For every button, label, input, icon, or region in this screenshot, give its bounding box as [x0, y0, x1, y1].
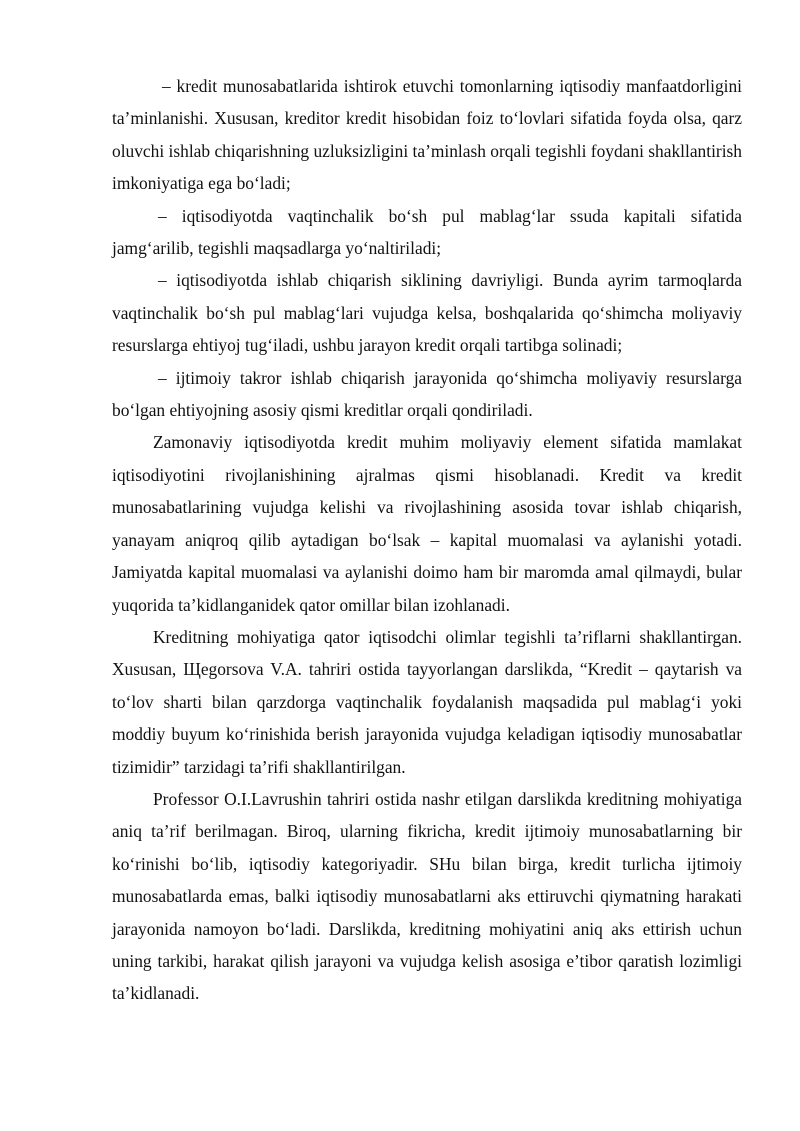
body-paragraph-3: Professor O.I.Lavrushin tahriri ostida nashr etilgan darslikda kreditning mohiyatiga aniq ta’rif berilmagan. Biroq, ularning fikricha, kredit ijtimoiy munosabatlarning bir ko‘rinishi bo‘lib, iqtisodiy kategoriyadir. SHu bilan birga, kredit turlicha ijtimoiy munosabatlarda emas, balki iqtisodiy munosabatlarni aks ettiruvchi qiymatning harakati jarayonida namoyon bo‘ladi. Darslikda, kreditning mohiyatini aniq aks ettirish uchun uning tarkibi, harakat qilish jarayoni va vujudga kelish asosiga e’tibor qaratish lozimligi ta’kidlanadi.: [112, 788, 742, 1004]
body-paragraph-2: Kreditning mohiyatiga qator iqtisodchi olimlar tegishli ta’riflarni shakllantirgan. Xususan, Щegorsova V.A. tahriri ostida tayyorlangan darslikda, “Kredit – qaytarish va to‘lov sharti bilan qarzdorga vaqtinchalik foydalanish maqsadida pul mablag‘i yoki moddiy buyum ko‘rinishida berish jarayonida vujudga keladigan iqtisodiy munosabatlar tizimidir” tarzidagi ta’rifi shakllantirilgan.: [112, 626, 742, 777]
bullet-paragraph-1: – kredit munosabatlarida ishtirok etuvchi tomonlarning iqtisodiy manfaatdorligini ta’minlanishi. Xususan, kreditor kredit hisobidan foiz to‘lovlari sifatida foyda olsa, qarz oluvchi ishlab chiqarishning uzluksizligini ta’minlash orqali tegishli foydani shakllantirish imkoniyatiga ega bo‘ladi;: [112, 76, 742, 194]
document-page: [112, 70, 742, 1010]
body-paragraph-1: Zamonaviy iqtisodiyotda kredit muhim moliyaviy element sifatida mamlakat iqtisodiyotini rivojlanishining ajralmas qismi hisoblanadi. Kredit va kredit munosabatlarining vujudga kelishi va rivojlashining asosida tovar ishlab chiqarish, yanayam aniqroq qilib aytadigan bo‘lsak – kapital muomalasi va aylanishi yotadi. Jamiyatda kapital muomalasi va aylanishi doimo ham bir maromda amal qilmaydi, bular yuqorida ta’kidlanganidek qator omillar bilan izohlanadi.: [112, 432, 742, 615]
bullet-paragraph-4: – ijtimoiy takror ishlab chiqarish jarayonida qo‘shimcha moliyaviy resurslarga bo‘lgan ehtiyojning asosiy qismi kreditlar orqali qondiriladi.: [112, 367, 742, 421]
bullet-paragraph-2: – iqtisodiyotda vaqtinchalik bo‘sh pul mablag‘lar ssuda kapitali sifatida jamg‘arilib, tegishli maqsadlarga yo‘naltiriladi;: [112, 205, 742, 259]
bullet-paragraph-3: – iqtisodiyotda ishlab chiqarish siklining davriyligi. Bunda ayrim tarmoqlarda vaqtinchalik bo‘sh pul mablag‘lari vujudga kelsa, boshqalarida qo‘shimcha moliyaviy resurslarga ehtiyoj tug‘iladi, ushbu jarayon kredit orqali tartibga solinadi;: [112, 270, 742, 356]
